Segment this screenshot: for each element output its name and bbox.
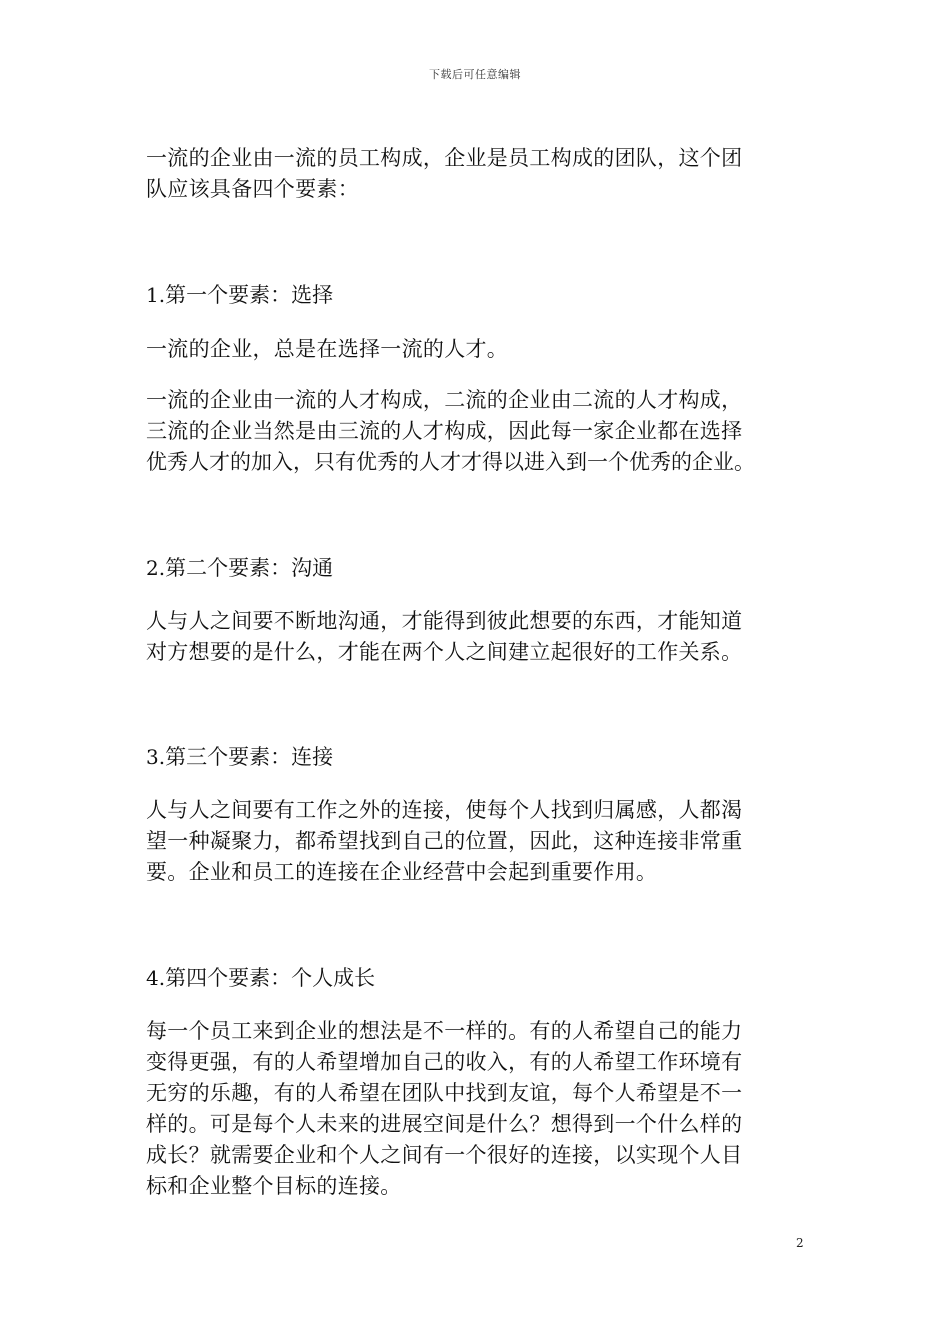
section-title: 第三个要素：连接	[165, 745, 334, 769]
text-line: 标和企业整个目标的连接。	[146, 1174, 402, 1198]
text-line: 人与人之间要不断地沟通，才能得到彼此想要的东西，才能知道	[146, 609, 743, 633]
text-line: 望一种凝聚力，都希望找到自己的位置，因此，这种连接非常重	[146, 829, 743, 853]
section-number: 2.	[146, 556, 166, 580]
text-line: 成长？就需要企业和个人之间有一个很好的连接，以实现个人目	[146, 1143, 743, 1167]
page-header: 下载后可任意编辑	[429, 68, 521, 81]
page-number: 2	[796, 1236, 804, 1250]
section-1-paragraph-1	[146, 334, 816, 365]
text-line: 一流的企业由一流的员工构成，企业是员工构成的团队，这个团	[146, 146, 743, 170]
text-line: 三流的企业当然是由三流的人才构成，因此每一家企业都在选择	[146, 419, 743, 443]
section-heading-4	[146, 963, 816, 994]
text-line: 优秀人才的加入，只有优秀的人才才得以进入到一个优秀的企业。	[146, 450, 755, 474]
section-1-paragraph-2	[146, 385, 816, 478]
text-line: 每一个员工来到企业的想法是不一样的。有的人希望自己的能力	[146, 1019, 743, 1043]
text-line: 无穷的乐趣，有的人希望在团队中找到友谊，每个人希望是不一	[146, 1081, 743, 1105]
intro-paragraph	[146, 143, 816, 205]
section-3-paragraph-1	[146, 795, 816, 888]
text-line: 对方想要的是什么，才能在两个人之间建立起很好的工作关系。	[146, 640, 743, 664]
section-4-paragraph-1	[146, 1016, 816, 1202]
text-line: 一流的企业由一流的人才构成，二流的企业由二流的人才构成，	[146, 388, 743, 412]
text-line: 队应该具备四个要素：	[146, 177, 359, 201]
section-number: 4.	[146, 966, 166, 990]
text-line: 要。企业和员工的连接在企业经营中会起到重要作用。	[146, 860, 658, 884]
section-title: 第四个要素：个人成长	[165, 966, 376, 990]
section-number: 3.	[146, 745, 166, 769]
section-title: 第二个要素：沟通	[165, 556, 334, 580]
section-title: 第一个要素：选择	[165, 283, 334, 307]
section-heading-1	[146, 280, 816, 311]
text-line: 样的。可是每个人未来的进展空间是什么？想得到一个什么样的	[146, 1112, 743, 1136]
section-number: 1.	[146, 283, 166, 307]
section-heading-3	[146, 742, 816, 773]
section-2-paragraph-1	[146, 606, 816, 668]
text-line: 一流的企业，总是在选择一流的人才。	[146, 337, 509, 361]
section-heading-2	[146, 553, 816, 584]
text-line: 人与人之间要有工作之外的连接，使每个人找到归属感，人都渴	[146, 798, 743, 822]
text-line: 变得更强，有的人希望增加自己的收入，有的人希望工作环境有	[146, 1050, 743, 1074]
